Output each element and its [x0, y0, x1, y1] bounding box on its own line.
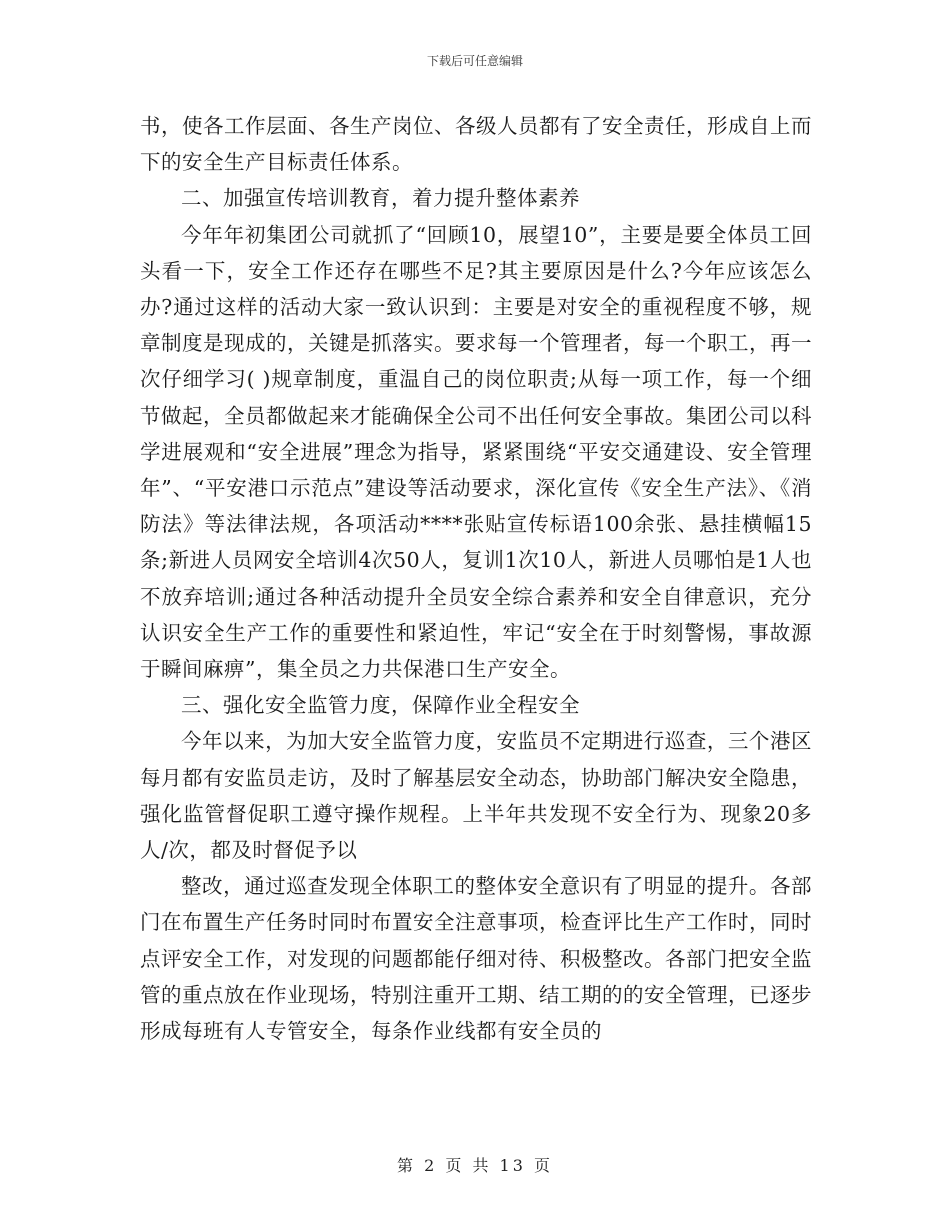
- section-heading-3: 三、强化安全监管力度，保障作业全程安全: [181, 693, 580, 718]
- paragraph-1: 书，使各工作层面、各生产岗位、各级人员都有了安全责任，形成自上而下的安全生产目标责任体系。: [140, 114, 812, 175]
- paragraph-6: 整改，通过巡查发现全体职工的整体安全意识有了明显的提升。各部门在布置生产任务时同时布置安全注意事项，检查评比生产工作时，同时点评安全工作，对发现的问题都能仔细对待、积极整改。各部门把安全监管的重点放在作业现场，特别注重开工期、结工期的的安全管理，已逐步形成每班有人专管安全，每条作业线都有安全员的: [140, 874, 812, 1044]
- document-body: [140, 108, 812, 1049]
- page-header-note: 下载后可任意编辑: [426, 54, 523, 68]
- page-footer-number: 第 2 页 共 13 页: [397, 1156, 553, 1175]
- paragraph-3: 今年年初集团公司就抓了“回顾10，展望10”，主要是要全体员工回头看一下，安全工作还存在哪些不足?其主要原因是什么?今年应该怎么办?通过这样的活动大家一致认识到：主要是对安全的重视程度不够，规章制度是现成的，关键是抓落实。要求每一个管理者，每一个职工，再一次仔细学习( )规章制度，重温自己的岗位职责;从每一项工作，每一个细节做起，全员都做起来才能确保全公司不出任何安全事故。集团公司以科学进展观和“安全进展”理念为指导，紧紧围绕“平安交通建设、安全管理年”、“平安港口示范点”建设等活动要求，深化宣传《安全生产法》、《消防法》等法律法规，各项活动****张贴宣传标语100余张、悬挂横幅15条;新进人员网安全培训4次50人，复训1次10人，新进人员哪怕是1人也不放弃培训;通过各种活动提升全员安全综合素养和安全自律意识，充分认识安全生产工作的重要性和紧迫性，牢记“安全在于时刻警惕，事故源于瞬间麻痹”，集全员之力共保港口生产安全。: [140, 222, 812, 682]
- section-heading-2: 二、加强宣传培训教育，着力提升整体素养: [181, 186, 580, 211]
- paragraph-5: 今年以来，为加大安全监管力度，安监员不定期进行巡查，三个港区每月都有安监员走访，及时了解基层安全动态，协助部门解决安全隐患，强化监管督促职工遵守操作规程。上半年共发现不安全行为、现象20多人/次，都及时督促予以: [140, 729, 812, 863]
